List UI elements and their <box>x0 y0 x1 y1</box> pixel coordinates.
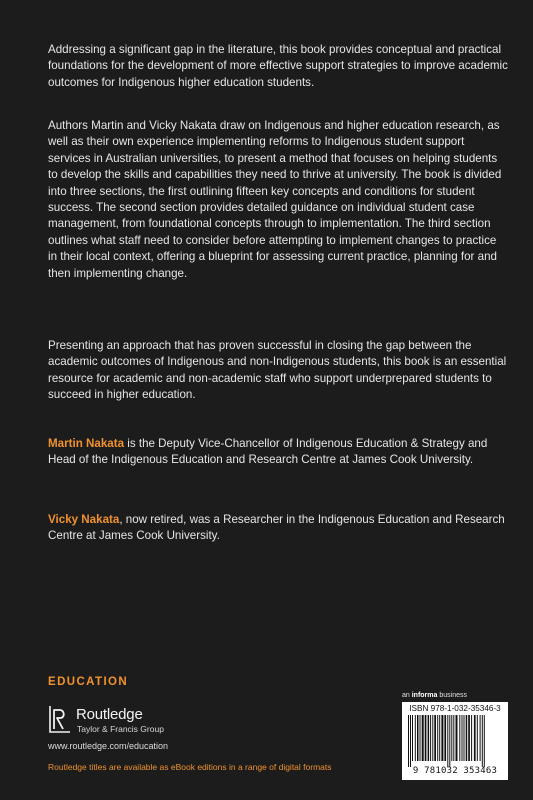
ebook-note: Routledge titles are available as eBook editions in a range of digital formats <box>48 762 332 772</box>
blurb-text: Addressing a significant gap in the literature, this book provides conceptual and practical foundations for the development of more effective support strategies to improve academic outcomes for Indigenous higher education students. <box>48 43 508 89</box>
barcode-bar <box>449 715 450 767</box>
publisher-name: Routledge <box>76 706 143 723</box>
barcode-digits: 9 781032 353463 <box>412 766 498 776</box>
barcode-bar <box>459 715 460 761</box>
author-name: Vicky Nakata <box>48 513 120 526</box>
barcode-bar <box>447 715 448 767</box>
author-name: Martin Nakata <box>48 437 125 450</box>
author-bio-martin <box>48 436 508 469</box>
barcode-bar <box>437 715 438 761</box>
barcode-bar <box>441 715 443 761</box>
barcode-bar <box>474 715 476 761</box>
barcode-bar <box>480 715 481 761</box>
barcode-bar <box>425 715 427 761</box>
informa-business-tagline: an informa business <box>402 692 467 699</box>
blurb-text: Authors Martin and Vicky Nakata draw on Indigenous and higher education research, as well as their own experience implementing reforms to Indigenous student support services in Australian universities, to present a method that focuses on helping students to develop the skills and capabilities they need to thrive at university. The book is divided into three sections, the first outlining fifteen key concepts and conditions for student success. The second section provides detailed guidance on individual student case management, from foundational concepts through to implementation. The third section outlines what staff need to consider before attempting to implement changes to practice in their local context, offering a blueprint for assessing current practice, planning for and then implementing change. <box>48 119 502 280</box>
barcode-bar <box>428 715 430 761</box>
barcode-bar <box>482 715 483 767</box>
barcode-bar <box>412 715 413 761</box>
author-bio-text: is the Deputy Vice-Chancellor of Indigenous Education & Strategy and Head of the Indigenous Education and Research Centre at James Cook University. <box>48 437 488 467</box>
routledge-r-logo-icon <box>48 704 72 734</box>
barcode-bar <box>410 715 411 767</box>
informa-brand: informa <box>411 692 438 699</box>
blurb-paragraph-3 <box>48 338 508 404</box>
barcode-bar <box>477 715 478 761</box>
barcode-bar <box>444 715 446 761</box>
barcode-bar <box>432 715 433 761</box>
barcode-bar <box>464 715 465 761</box>
barcode-bar <box>430 715 431 761</box>
publisher-url[interactable]: www.routledge.com/education <box>48 741 169 751</box>
subject-category: EDUCATION <box>48 676 129 688</box>
blurb-paragraph-1 <box>48 42 508 91</box>
barcode-bar <box>434 715 436 761</box>
barcode-bar <box>439 715 440 761</box>
barcode-bar <box>417 715 419 761</box>
barcode-bar <box>422 715 424 761</box>
barcode-bar <box>451 715 452 761</box>
isbn-number: ISBN 978-1-032-35346-3 <box>409 704 501 713</box>
barcode-bar <box>466 715 468 761</box>
isbn-barcode <box>402 702 508 780</box>
barcode-bar <box>408 715 409 767</box>
barcode-bar <box>453 715 454 761</box>
barcode-bar <box>415 715 416 761</box>
author-bio-vicky <box>48 512 508 545</box>
barcode-bar <box>484 715 485 767</box>
barcode-bar <box>420 715 421 761</box>
barcode-bar <box>456 715 458 761</box>
barcode-bar <box>471 715 472 761</box>
barcode-bars <box>406 715 504 767</box>
barcode-bar <box>468 715 470 761</box>
barcode-bar <box>462 715 463 761</box>
blurb-text: Presenting an approach that has proven successful in closing the gap between the academic outcomes of Indigenous and non-Indigenous students, this book is an essential resource for academic and non-academic staff who support underprepared students to succeed in higher education. <box>48 339 507 402</box>
publisher-logo <box>48 704 268 744</box>
author-bio-text: , now retired, was a Researcher in the Indigenous Education and Research Centre at James Cook University. <box>48 513 505 543</box>
blurb-paragraph-2 <box>48 118 508 282</box>
publisher-group: Taylor & Francis Group <box>77 724 164 734</box>
